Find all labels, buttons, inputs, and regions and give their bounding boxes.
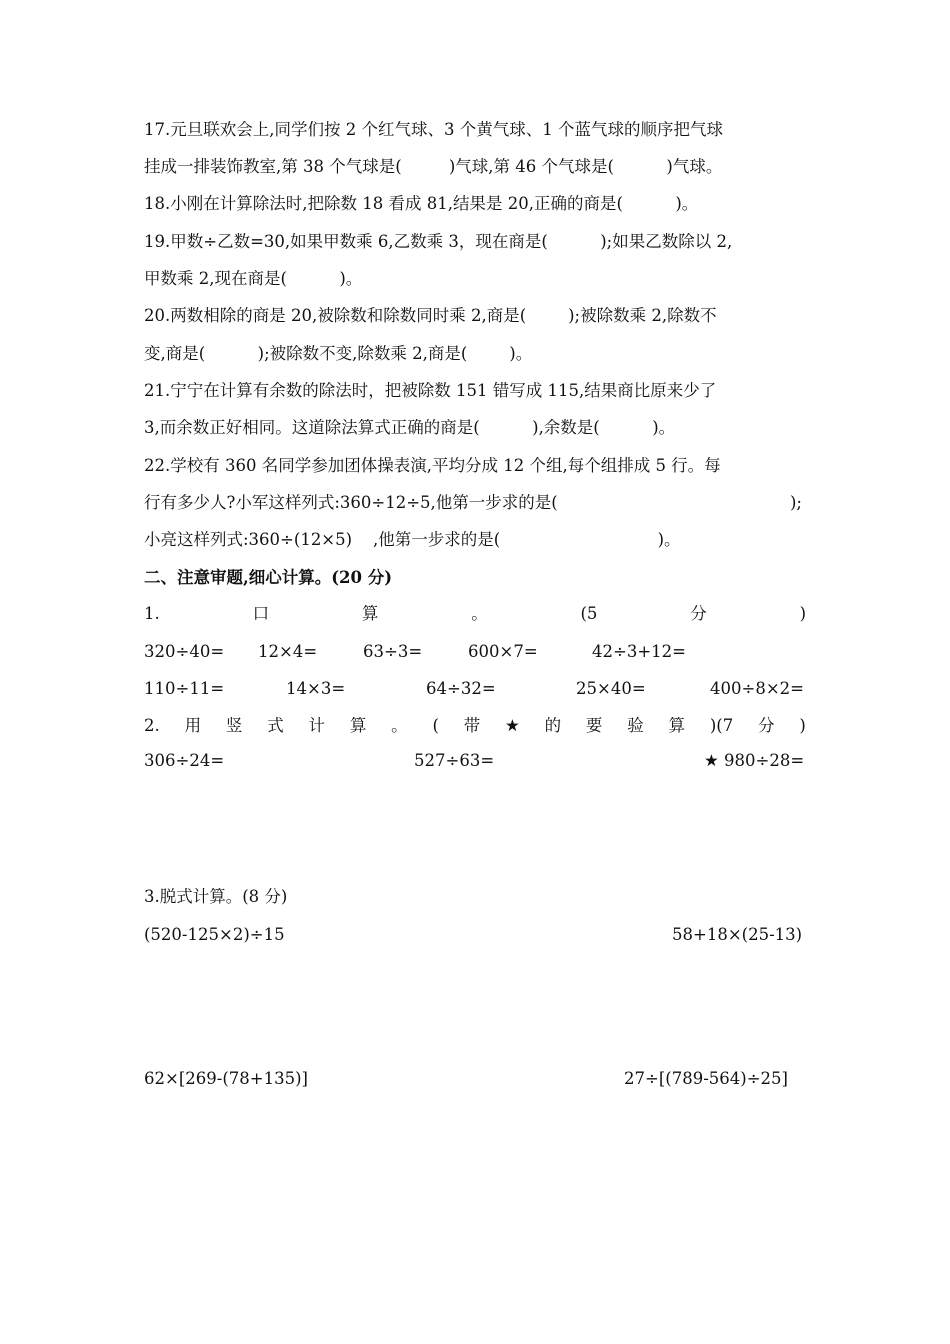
vertical-heading-char: 算 (668, 716, 686, 735)
oral-problem: 600×7= (468, 642, 538, 661)
oral-problem: 320÷40= (144, 642, 225, 661)
oral-heading-char: 。 (471, 604, 488, 623)
vertical-heading-char: 用 (184, 716, 202, 735)
stepwise-row-2 (144, 1068, 808, 1134)
vertical-problem: 527÷63= (414, 751, 495, 770)
q22-line1: 22.学校有 360 名同学参加团体操表演,平均分成 12 个组,每个组排成 5 行。每 (144, 456, 721, 475)
stepwise-problem: 27÷[(789-564)÷25] (624, 1069, 788, 1088)
vertical-heading-char: 验 (627, 716, 644, 735)
oral-heading-char: 1. (144, 604, 160, 623)
oral-heading (144, 603, 806, 625)
oral-problem: 64÷32= (426, 679, 496, 698)
vertical-heading-char: 分 (758, 716, 775, 735)
q19-line1: 19.甲数÷乙数=30,如果甲数乘 6,乙数乘 3，现在商是( );如果乙数除以 2, (144, 232, 733, 251)
stepwise-problem: (520-125×2)÷15 (144, 925, 285, 944)
oral-heading-char: 分 (690, 604, 707, 623)
q22-line2-right: ); (790, 493, 802, 512)
oral-problem: 25×40= (576, 679, 646, 698)
stepwise-row-1 (144, 924, 808, 990)
oral-problem: 110÷11= (144, 679, 225, 698)
q20-line2: 变,商是( );被除数不变,除数乘 2,商是( )。 (144, 344, 533, 363)
q18-line1: 18.小刚在计算除法时,把除数 18 看成 81,结果是 20,正确的商是( )。 (144, 194, 699, 213)
q17-line2: 挂成一排装饰教室,第 38 个气球是( )气球,第 46 个气球是( )气球。 (144, 157, 723, 176)
q22-line2-left: 行有多少人?小军这样列式:360÷12÷5,他第一步求的是( (144, 493, 558, 512)
stepwise-problem: 58+18×(25-13) (672, 925, 803, 944)
vertical-heading-char: ( (432, 716, 439, 735)
q21-line2: 3,而余数正好相同。这道除法算式正确的商是( ),余数是( )。 (144, 418, 676, 437)
oral-problem: 42÷3+12= (592, 642, 686, 661)
vertical-heading-char: ) (799, 716, 806, 735)
vertical-heading-char: 要 (585, 716, 603, 735)
stepwise-problem: 62×[269-(78+135)] (144, 1069, 308, 1088)
oral-heading-char: 口 (252, 604, 270, 623)
star-icon: ★ (505, 716, 520, 735)
q22-line3: 小亮这样列式:360÷(12×5) ,他第一步求的是( )。 (144, 530, 681, 549)
vertical-problems-row (144, 750, 808, 838)
vertical-problem: 306÷24= (144, 751, 225, 770)
vertical-heading-char: 。 (391, 716, 408, 735)
oral-problem: 14×3= (286, 679, 346, 698)
q17-line1: 17.元旦联欢会上,同学们按 2 个红气球、3 个黄气球、1 个蓝气球的顺序把气球 (144, 120, 723, 139)
oral-problem: 400÷8×2= (710, 679, 804, 698)
q20-line1: 20.两数相除的商是 20,被除数和除数同时乘 2,商是( );被除数乘 2,除数不 (144, 306, 717, 325)
vertical-heading (144, 715, 806, 737)
vertical-heading-char: )(7 (709, 716, 734, 735)
section2-title: 二、注意审题,细心计算。(20 分) (144, 568, 393, 587)
vertical-problem: ★ 980÷28= (704, 751, 805, 770)
q19-line2: 甲数乘 2,现在商是( )。 (144, 269, 363, 288)
vertical-heading-char: 带 (463, 716, 481, 735)
oral-heading-char: 算 (361, 604, 379, 623)
oral-heading-char: ) (799, 604, 806, 623)
vertical-heading-char: 竖 (225, 716, 243, 735)
vertical-heading-char: 计 (308, 716, 325, 735)
q21-line1: 21.宁宁在计算有余数的除法时，把被除数 151 错写成 115,结果商比原来少了 (144, 381, 717, 400)
vertical-heading-char: 的 (544, 716, 562, 735)
vertical-heading-char: 2. (144, 716, 160, 735)
oral-problem: 12×4= (258, 642, 318, 661)
vertical-heading-char: 算 (349, 716, 367, 735)
vertical-heading-char: 式 (267, 716, 284, 735)
oral-problem: 63÷3= (363, 642, 423, 661)
oral-heading-char: (5 (580, 604, 598, 623)
stepwise-heading: 3.脱式计算。(8 分) (144, 887, 288, 906)
